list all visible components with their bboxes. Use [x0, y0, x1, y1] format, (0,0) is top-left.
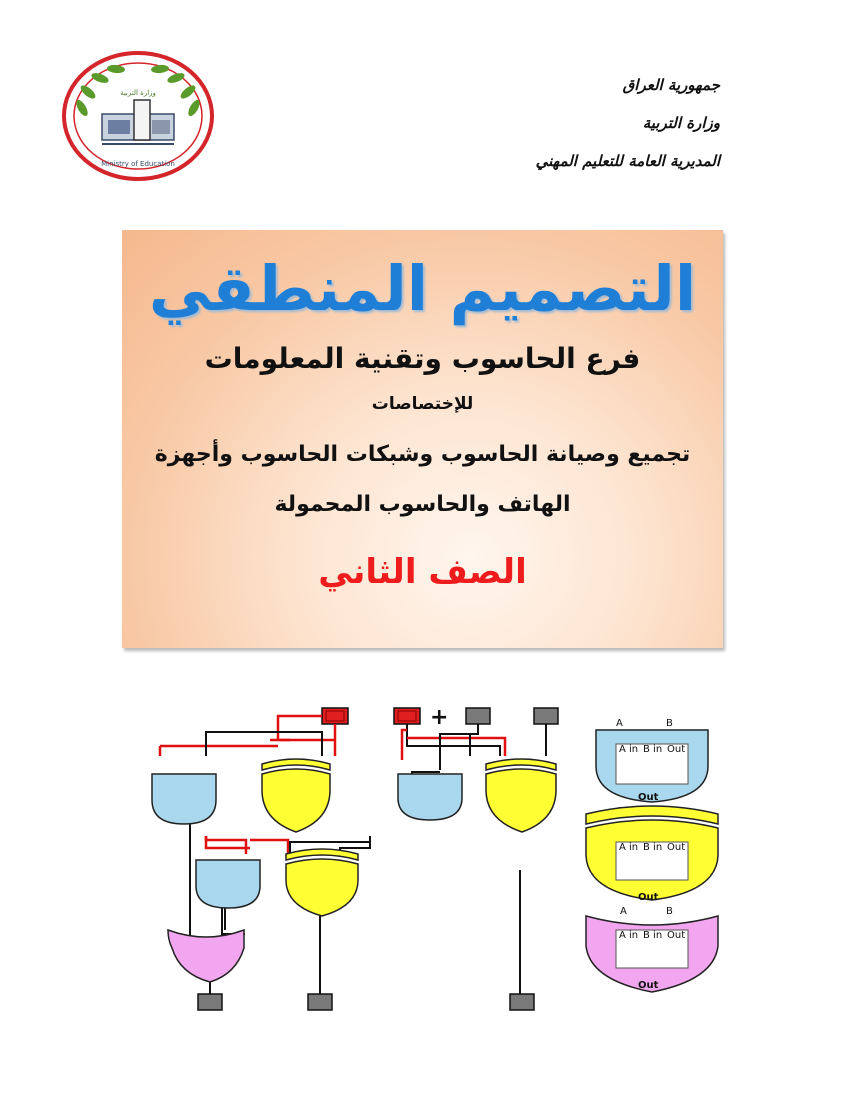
input-terminal-4 [534, 708, 558, 724]
svg-text:وزارة التربية: وزارة التربية [120, 89, 156, 97]
svg-text:Out: Out [638, 792, 659, 803]
svg-text:B in: B in [643, 842, 663, 853]
svg-text:Out: Out [667, 744, 686, 755]
xor-gate-3-body [286, 859, 358, 916]
output-terminal-3 [510, 994, 534, 1010]
xor-gate-2-body [486, 769, 556, 832]
output-terminal-2 [308, 994, 332, 1010]
svg-text:Out: Out [638, 892, 659, 903]
output-terminal-1 [198, 994, 222, 1010]
svg-text:Ministry of Education: Ministry of Education [101, 160, 175, 168]
svg-text:B in: B in [643, 744, 663, 755]
svg-text:A in: A in [619, 930, 639, 941]
and-gate-2 [398, 774, 462, 820]
or-gate [168, 930, 244, 982]
carry-in-terminal [466, 708, 490, 724]
and-gate-1 [152, 774, 216, 824]
xor-gate-1-body [262, 769, 330, 832]
xor-gate-legend [586, 806, 718, 903]
book-title: التصميم المنطقي [148, 252, 697, 325]
plus-sign: + [430, 705, 449, 730]
header-ministry: وزارة التربية [642, 114, 720, 132]
svg-text:Out: Out [667, 930, 686, 941]
specializations-label: للإختصاصات [371, 394, 474, 414]
grade-label: الصف الثاني [318, 552, 527, 592]
svg-text:Out: Out [638, 980, 659, 991]
cover-panel [122, 230, 723, 648]
svg-text:A: A [616, 718, 623, 729]
svg-text:B in: B in [643, 930, 663, 941]
and-gate-legend [596, 718, 708, 803]
logic-circuit-diagram [140, 690, 730, 1020]
specializations-line-2: الهاتف والحاسوب المحمولة [274, 492, 571, 517]
and-gate-3 [196, 860, 260, 908]
svg-text:A in: A in [619, 842, 639, 853]
svg-text:B: B [666, 718, 673, 729]
specializations-line-1: تجميع وصيانة الحاسوب وشبكات الحاسوب وأجهزة [154, 442, 691, 467]
ministry-seal-logo [60, 48, 216, 184]
svg-text:B: B [666, 906, 673, 917]
branch-line: فرع الحاسوب وتقنية المعلومات [204, 342, 641, 375]
svg-text:A: A [620, 906, 627, 917]
header-directorate: المديرية العامة للتعليم المهني [535, 152, 720, 170]
ministry-header [420, 66, 720, 180]
svg-text:Out: Out [667, 842, 686, 853]
svg-text:A in: A in [619, 744, 639, 755]
header-country: جمهورية العراق [622, 76, 720, 94]
or-gate-legend [586, 906, 718, 992]
